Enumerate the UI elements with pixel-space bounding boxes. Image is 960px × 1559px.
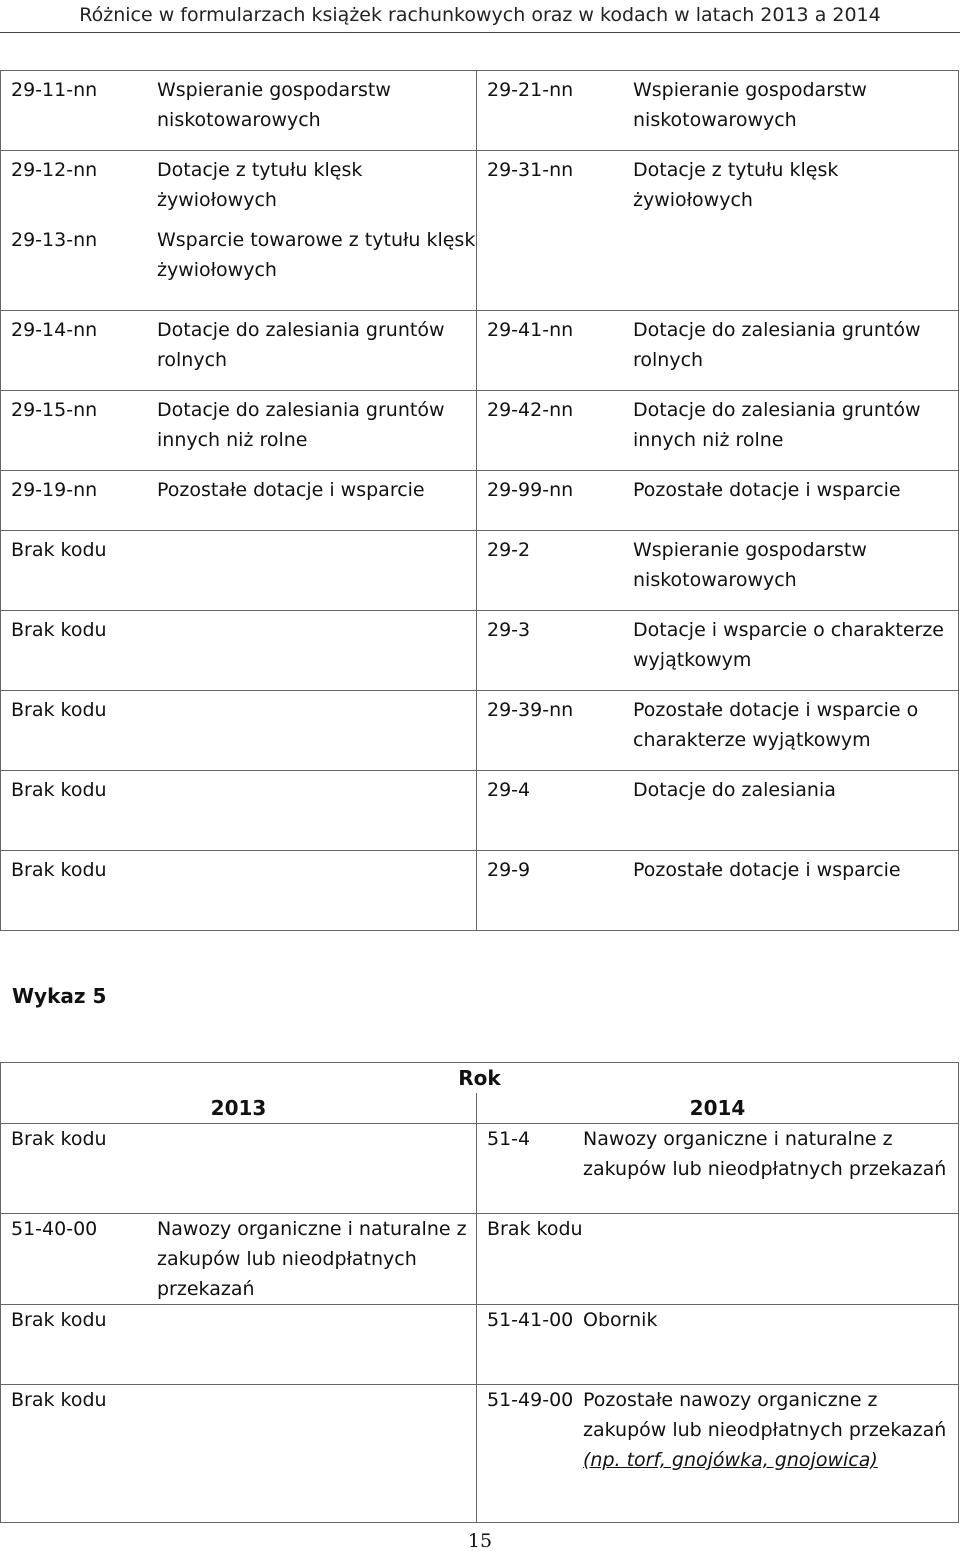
table-row: [1, 851, 959, 931]
code-value: Brak kodu: [11, 779, 107, 801]
code-description: Pozostałe dotacje i wsparcie: [633, 859, 901, 881]
table-row: [1, 771, 959, 851]
code-value: 29-19-nn: [11, 479, 98, 501]
table-row: [1, 1124, 959, 1214]
section-title: Wykaz 5: [12, 984, 107, 1008]
code-entry: [1, 531, 476, 565]
code-description: [583, 1214, 958, 1244]
table-row: [1, 471, 959, 531]
code-description: [583, 1385, 958, 1475]
year-2014: 2014: [477, 1093, 959, 1124]
code-description: [157, 695, 476, 725]
rok-header-row: [1, 1063, 959, 1094]
code-value: Brak kodu: [11, 619, 107, 641]
code-entry: [477, 611, 958, 675]
code-entry: [1, 311, 476, 375]
right-cell: [477, 391, 959, 471]
left-cell: [1, 1214, 477, 1305]
code-entry: [477, 471, 958, 505]
right-cell: [477, 1385, 959, 1523]
code-value: Brak kodu: [11, 699, 107, 721]
left-cell: [1, 391, 477, 471]
left-cell: [1, 531, 477, 611]
right-cell: [477, 471, 959, 531]
right-cell: [477, 611, 959, 691]
table-row: [1, 1385, 959, 1523]
code-value: Brak kodu: [11, 1128, 107, 1150]
code-value: 29-13-nn: [11, 229, 98, 251]
code-entry: [1, 1124, 476, 1154]
code-value: 51-49-00: [487, 1389, 574, 1411]
right-cell: [477, 691, 959, 771]
table-row: [1, 71, 959, 151]
code-entry: [1, 391, 476, 455]
code-description: [583, 1305, 958, 1335]
code-value: 29-99-nn: [487, 479, 574, 501]
code-value: Brak kodu: [11, 859, 107, 881]
code-description: Dotacje do zalesiania: [633, 779, 836, 801]
code-value: Brak kodu: [11, 1389, 107, 1411]
description-text: Pozostałe nawozy organiczne z zakupów lub nieodpłatnych przekazań: [583, 1389, 947, 1441]
code-value: 29-14-nn: [11, 319, 98, 341]
table-row: [1, 151, 959, 311]
code-entry: [1, 215, 476, 285]
table-row: [1, 531, 959, 611]
left-cell: [1, 851, 477, 931]
code-entry: [477, 391, 958, 455]
code-description: [157, 775, 476, 805]
code-entry: [1, 1305, 476, 1335]
code-entry: [1, 1385, 476, 1415]
right-cell: [477, 531, 959, 611]
years-header-row: [1, 1093, 959, 1124]
code-entry: [477, 771, 958, 805]
code-description: Dotacje do zalesiania gruntów innych niż rolne: [633, 399, 921, 451]
right-cell: [477, 1305, 959, 1385]
left-cell: [1, 1385, 477, 1523]
code-entry: [1, 691, 476, 725]
code-description: Wspieranie gospodarstw niskotowarowych: [157, 79, 391, 131]
code-value: 29-2: [487, 539, 531, 561]
rok-label: Rok: [1, 1063, 959, 1094]
table-row: [1, 691, 959, 771]
code-entry: [1, 1214, 476, 1304]
code-value: 29-21-nn: [487, 79, 574, 101]
code-value: Brak kodu: [11, 539, 107, 561]
left-cell: [1, 611, 477, 691]
left-cell: [1, 691, 477, 771]
code-description: Dotacje do zalesiania gruntów rolnych: [633, 319, 921, 371]
code-description: [157, 855, 476, 885]
code-value: 29-41-nn: [487, 319, 574, 341]
right-cell: [477, 311, 959, 391]
code-description: Dotacje do zalesiania gruntów innych niż rolne: [157, 399, 445, 451]
code-description: [583, 1124, 958, 1184]
table-row: [1, 611, 959, 691]
description-note: (np. torf, gnojówka, gnojowica): [583, 1449, 878, 1471]
code-entry: [477, 1214, 958, 1244]
code-entry: [477, 851, 958, 885]
code-entry: [477, 1385, 958, 1475]
left-cell: [1, 151, 477, 311]
description-text: Nawozy organiczne i naturalne z zakupów lub nieodpłatnych przekazań: [157, 1218, 467, 1300]
code-entry: [477, 531, 958, 595]
right-cell: [477, 771, 959, 851]
code-description: Dotacje do zalesiania gruntów rolnych: [157, 319, 445, 371]
code-description: Wspieranie gospodarstw niskotowarowych: [633, 79, 867, 131]
code-description: Dotacje z tytułu klęsk żywiołowych: [633, 159, 839, 211]
code-value: 51-40-00: [11, 1218, 98, 1240]
table-row: [1, 391, 959, 471]
code-entry: [477, 151, 958, 215]
table-row: [1, 311, 959, 391]
left-cell: [1, 1124, 477, 1214]
code-description: [157, 1385, 476, 1415]
code-value: 29-11-nn: [11, 79, 98, 101]
code-entry: [477, 691, 958, 755]
codes-table-51: [0, 1062, 959, 1523]
code-entry: [1, 71, 476, 135]
year-2013: 2013: [1, 1093, 477, 1124]
description-text: Obornik: [583, 1309, 658, 1331]
code-entry: [1, 851, 476, 885]
left-cell: [1, 771, 477, 851]
code-value: 29-9: [487, 859, 531, 881]
code-value: 29-3: [487, 619, 531, 641]
code-value: Brak kodu: [11, 1309, 107, 1331]
code-value: 29-4: [487, 779, 531, 801]
left-cell: [1, 311, 477, 391]
code-entry: [1, 611, 476, 645]
right-cell: [477, 71, 959, 151]
left-cell: [1, 71, 477, 151]
code-description: Dotacje z tytułu klęsk żywiołowych: [157, 159, 363, 211]
code-value: 29-12-nn: [11, 159, 98, 181]
code-entry: [477, 71, 958, 135]
code-entry: [477, 311, 958, 375]
page-number: 15: [467, 1530, 493, 1552]
code-entry: [477, 1124, 958, 1184]
code-description: [157, 1214, 476, 1304]
code-entry: [1, 151, 476, 215]
code-entry: [1, 471, 476, 505]
table-row: [1, 1305, 959, 1385]
code-value: 29-31-nn: [487, 159, 574, 181]
table-row: [1, 1214, 959, 1305]
code-value: 29-42-nn: [487, 399, 574, 421]
right-cell: [477, 1214, 959, 1305]
code-value: 51-4: [487, 1128, 531, 1150]
code-description: [157, 1124, 476, 1154]
code-value: 29-39-nn: [487, 699, 574, 721]
right-cell: [477, 1124, 959, 1214]
page-header: Różnice w formularzach książek rachunkowych oraz w kodach w latach 2013 a 2014: [0, 0, 960, 33]
right-cell: [477, 851, 959, 931]
code-entry: [477, 1305, 958, 1335]
code-description: Dotacje i wsparcie o charakterze wyjątkowym: [633, 619, 944, 671]
code-description: Pozostałe dotacje i wsparcie o charakterze wyjątkowym: [633, 699, 919, 751]
codes-table-29: [0, 70, 959, 931]
code-description: Pozostałe dotacje i wsparcie: [633, 479, 901, 501]
description-text: Nawozy organiczne i naturalne z zakupów lub nieodpłatnych przekazań: [583, 1128, 947, 1180]
code-description: Wspieranie gospodarstw niskotowarowych: [633, 539, 867, 591]
code-description: Wsparcie towarowe z tytułu klęsk żywiołowych: [157, 229, 476, 281]
left-cell: [1, 471, 477, 531]
code-description: Pozostałe dotacje i wsparcie: [157, 479, 425, 501]
code-value: Brak kodu: [487, 1218, 583, 1240]
code-description: [157, 535, 476, 565]
code-description: [157, 615, 476, 645]
code-description: [157, 1305, 476, 1335]
left-cell: [1, 1305, 477, 1385]
code-value: 29-15-nn: [11, 399, 98, 421]
code-value: 51-41-00: [487, 1309, 574, 1331]
right-cell: [477, 151, 959, 311]
code-entry: [1, 771, 476, 805]
